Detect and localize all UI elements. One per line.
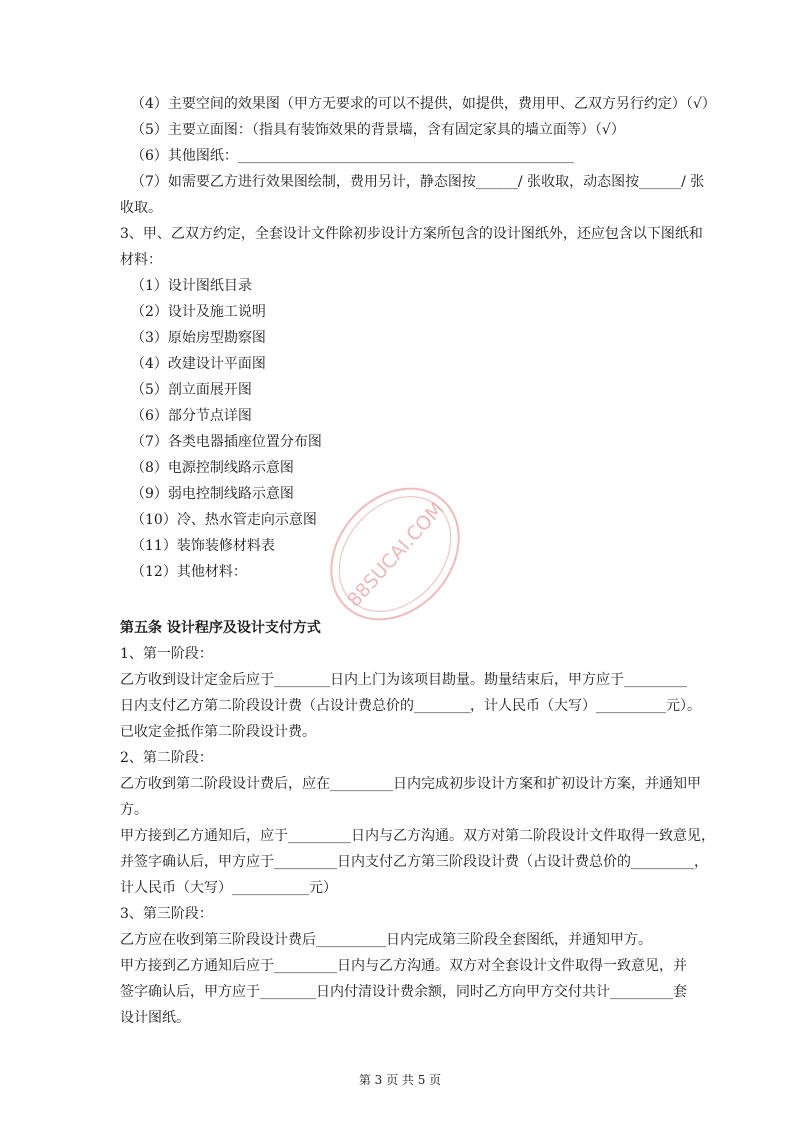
text-line: 日内支付乙方第二阶段设计费（占设计费总价的________，计人民币（大写）__________元）。 [120,698,701,714]
page-footer: 第 3 页 共 5 页 [358,1073,442,1087]
list-item: （12）其他材料： [131,564,247,580]
watermark-seal-icon [301,459,489,649]
text-line: 乙方收到设计定金后应于________日内上门为该项目勘量。勘量结束后，甲方应于_________ [120,672,687,688]
text-line: （5）主要立面图：（指具有装饰效果的背景墙，含有固定家具的墙立面等）（√） [131,122,625,138]
text-line: 设计图纸。 [120,1010,190,1026]
list-item: （3）原始房型勘察图 [131,330,266,346]
text-line: 签字确认后，甲方应于________日内付清设计费余额，同时乙方向甲方交付共计_________套 [120,984,687,1000]
list-item: （9）弱电控制线路示意图 [131,486,294,502]
list-item: （7）各类电器插座位置分布图 [131,434,322,450]
list-item: （1）设计图纸目录 [131,278,252,294]
text-line: 3、第三阶段： [120,906,213,922]
list-item: （4）改建设计平面图 [131,356,266,372]
list-item: （10）冷、热水管走向示意图 [131,512,317,528]
text-line: 乙方收到第二阶段设计费后，应在_________日内完成初步设计方案和扩初设计方案，并通知甲 [120,776,701,792]
list-item: （5）剖立面展开图 [131,382,252,398]
list-item: （6）部分节点详图 [131,408,252,424]
section-heading: 第五条 设计程序及设计支付方式 [120,620,321,636]
text-line: 方。 [120,802,148,818]
watermark-stamp [301,459,489,649]
text-line: 2、第二阶段： [120,750,213,766]
text-line: 已收定金抵作第二阶段设计费。 [120,724,316,740]
watermark-text: 88SUCAI.COM [343,498,449,612]
text-line: 材料： [120,252,162,268]
text-line: 3、甲、乙双方约定，全套设计文件除初步设计方案所包含的设计图纸外，还应包含以下图纸和 [120,226,703,242]
text-line: 甲方接到乙方通知后，应于_________日内与乙方沟通。双方对第二阶段设计文件取得一致意见， [120,828,715,844]
text-line: （7）如需要乙方进行效果图绘制，费用另计，静态图按______/ 张收取，动态图按______/ 张 [131,174,705,190]
text-line: （4）主要空间的效果图（甲方无要求的可以不提供，如提供，费用甲、乙双方另行约定）（√） [131,96,716,112]
text-line: （6）其他图纸：________________________________________________ [131,148,574,164]
text-line: 1、第一阶段： [120,646,213,662]
list-item: （8）电源控制线路示意图 [131,460,294,476]
list-item: （11）装饰装修材料表 [131,538,275,554]
list-item: （2）设计及施工说明 [131,304,266,320]
text-line: 计人民币（大写）___________元） [120,880,337,896]
text-line: 并签字确认后，甲方应于_________日内支付乙方第三阶段设计费（占设计费总价的_________， [120,854,708,870]
text-line: 甲方接到乙方通知后应于_________日内与乙方沟通。双方对全套设计文件取得一致意见，并 [120,958,687,974]
text-line: 乙方应在收到第三阶段设计费后__________日内完成第三阶段全套图纸，并通知甲方。 [120,932,652,948]
text-line: 收取。 [120,200,162,216]
